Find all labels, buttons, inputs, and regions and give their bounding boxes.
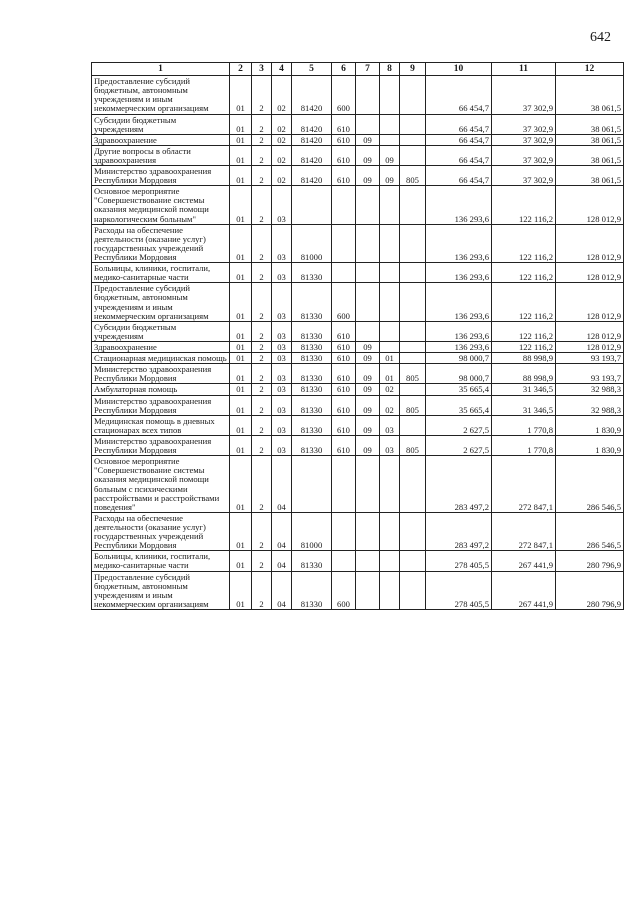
code-cell: 805: [400, 395, 426, 415]
code-cell: 610: [332, 384, 356, 395]
table-row: [92, 364, 624, 384]
amount-cell: 35 665,4: [426, 384, 492, 395]
amount-cell: 66 454,7: [426, 134, 492, 145]
code-cell: 2: [252, 456, 272, 513]
code-cell: [356, 512, 380, 550]
code-cell: [400, 114, 426, 134]
column-header: 3: [252, 63, 272, 76]
code-cell: 81420: [292, 134, 332, 145]
amount-cell: 122 116,2: [492, 263, 556, 283]
code-cell: 805: [400, 166, 426, 186]
row-name-cell: Расходы на обеспечение деятельности (оказание услуг) государственных учреждений Республики Мордовия: [92, 224, 230, 262]
amount-cell: 272 847,1: [492, 512, 556, 550]
code-cell: 2: [252, 224, 272, 262]
amount-cell: 98 000,7: [426, 353, 492, 364]
row-name-cell: Стационарная медицинская помощь: [92, 353, 230, 364]
code-cell: [380, 571, 400, 609]
code-cell: [380, 114, 400, 134]
code-cell: [380, 321, 400, 341]
code-cell: 610: [332, 395, 356, 415]
code-cell: 03: [272, 321, 292, 341]
row-name-cell: Министерство здравоохранения Республики Мордовия: [92, 364, 230, 384]
code-cell: 01: [230, 76, 252, 114]
code-cell: 81330: [292, 342, 332, 353]
code-cell: 01: [230, 571, 252, 609]
code-cell: 09: [380, 145, 400, 165]
code-cell: 600: [332, 76, 356, 114]
code-cell: 09: [356, 415, 380, 435]
code-cell: 610: [332, 321, 356, 341]
code-cell: [400, 145, 426, 165]
table-row: [92, 353, 624, 364]
code-cell: 81330: [292, 283, 332, 321]
code-cell: 81420: [292, 166, 332, 186]
code-cell: 610: [332, 364, 356, 384]
code-cell: 01: [230, 415, 252, 435]
amount-cell: 267 441,9: [492, 571, 556, 609]
code-cell: [356, 114, 380, 134]
code-cell: [380, 186, 400, 224]
column-header: 6: [332, 63, 356, 76]
amount-cell: 278 405,5: [426, 571, 492, 609]
code-cell: 805: [400, 364, 426, 384]
amount-cell: 31 346,5: [492, 395, 556, 415]
code-cell: [356, 283, 380, 321]
code-cell: 03: [272, 353, 292, 364]
row-name-cell: Амбулаторная помощь: [92, 384, 230, 395]
code-cell: [356, 551, 380, 571]
code-cell: 03: [272, 364, 292, 384]
code-cell: 09: [356, 166, 380, 186]
row-name-cell: Основное мероприятие "Совершенствование системы оказания медицинской помощи наркологическим больным": [92, 186, 230, 224]
amount-cell: 37 302,9: [492, 114, 556, 134]
code-cell: 03: [272, 263, 292, 283]
code-cell: 610: [332, 145, 356, 165]
code-cell: [356, 456, 380, 513]
code-cell: 01: [230, 436, 252, 456]
table-row: [92, 186, 624, 224]
table-row: [92, 166, 624, 186]
amount-cell: 128 012,9: [556, 283, 624, 321]
code-cell: 04: [272, 571, 292, 609]
code-cell: 03: [272, 384, 292, 395]
code-cell: 03: [272, 342, 292, 353]
code-cell: 81330: [292, 321, 332, 341]
code-cell: 01: [230, 364, 252, 384]
code-cell: 81330: [292, 415, 332, 435]
code-cell: 600: [332, 283, 356, 321]
code-cell: 04: [272, 456, 292, 513]
code-cell: [356, 76, 380, 114]
code-cell: 09: [356, 436, 380, 456]
amount-cell: 122 116,2: [492, 186, 556, 224]
code-cell: 81330: [292, 353, 332, 364]
amount-cell: 280 796,9: [556, 571, 624, 609]
amount-cell: 31 346,5: [492, 384, 556, 395]
row-name-cell: Больницы, клиники, госпитали, медико-санитарные части: [92, 551, 230, 571]
amount-cell: 128 012,9: [556, 224, 624, 262]
code-cell: 805: [400, 436, 426, 456]
column-header: 8: [380, 63, 400, 76]
code-cell: 04: [272, 512, 292, 550]
code-cell: 610: [332, 114, 356, 134]
table-row: [92, 145, 624, 165]
code-cell: 09: [380, 166, 400, 186]
code-cell: 02: [380, 384, 400, 395]
table-row: [92, 342, 624, 353]
code-cell: [400, 456, 426, 513]
code-cell: [356, 224, 380, 262]
code-cell: 2: [252, 415, 272, 435]
code-cell: 01: [230, 145, 252, 165]
code-cell: 01: [230, 283, 252, 321]
amount-cell: 32 988,3: [556, 384, 624, 395]
row-name-cell: Министерство здравоохранения Республики Мордовия: [92, 436, 230, 456]
code-cell: 01: [380, 353, 400, 364]
code-cell: [332, 263, 356, 283]
amount-cell: 38 061,5: [556, 166, 624, 186]
code-cell: 03: [272, 224, 292, 262]
code-cell: [356, 186, 380, 224]
code-cell: 2: [252, 353, 272, 364]
column-header: 10: [426, 63, 492, 76]
code-cell: [332, 551, 356, 571]
amount-cell: 283 497,2: [426, 512, 492, 550]
amount-cell: 38 061,5: [556, 76, 624, 114]
amount-cell: 267 441,9: [492, 551, 556, 571]
code-cell: [400, 415, 426, 435]
code-cell: 2: [252, 186, 272, 224]
header-row: [92, 63, 624, 76]
table-row: [92, 76, 624, 114]
code-cell: 02: [272, 76, 292, 114]
code-cell: 01: [230, 321, 252, 341]
code-cell: 03: [272, 436, 292, 456]
budget-table: [91, 62, 624, 610]
amount-cell: 122 116,2: [492, 224, 556, 262]
code-cell: [380, 263, 400, 283]
code-cell: [292, 456, 332, 513]
code-cell: 610: [332, 166, 356, 186]
row-name-cell: Расходы на обеспечение деятельности (оказание услуг) государственных учреждений Республики Мордовия: [92, 512, 230, 550]
code-cell: 01: [230, 166, 252, 186]
code-cell: 09: [356, 395, 380, 415]
row-name-cell: Субсидии бюджетным учреждениям: [92, 114, 230, 134]
code-cell: 09: [356, 364, 380, 384]
code-cell: 02: [380, 395, 400, 415]
amount-cell: 122 116,2: [492, 283, 556, 321]
column-header: 4: [272, 63, 292, 76]
code-cell: 610: [332, 353, 356, 364]
code-cell: 2: [252, 571, 272, 609]
code-cell: [332, 512, 356, 550]
code-cell: [380, 512, 400, 550]
row-name-cell: Министерство здравоохранения Республики Мордовия: [92, 395, 230, 415]
code-cell: [332, 186, 356, 224]
code-cell: 2: [252, 263, 272, 283]
code-cell: 04: [272, 551, 292, 571]
code-cell: 09: [356, 353, 380, 364]
code-cell: [380, 224, 400, 262]
amount-cell: 37 302,9: [492, 145, 556, 165]
amount-cell: 286 546,5: [556, 512, 624, 550]
code-cell: 01: [230, 186, 252, 224]
table-row: [92, 551, 624, 571]
code-cell: [400, 76, 426, 114]
amount-cell: 1 830,9: [556, 436, 624, 456]
code-cell: [400, 263, 426, 283]
table-row: [92, 134, 624, 145]
code-cell: [356, 571, 380, 609]
amount-cell: 136 293,6: [426, 321, 492, 341]
code-cell: 03: [272, 395, 292, 415]
row-name-cell: Здравоохранение: [92, 342, 230, 353]
amount-cell: 128 012,9: [556, 263, 624, 283]
amount-cell: 136 293,6: [426, 263, 492, 283]
row-name-cell: Субсидии бюджетным учреждениям: [92, 321, 230, 341]
code-cell: 81330: [292, 571, 332, 609]
amount-cell: 98 000,7: [426, 364, 492, 384]
amount-cell: 1 770,8: [492, 436, 556, 456]
code-cell: 03: [380, 436, 400, 456]
code-cell: 02: [272, 114, 292, 134]
code-cell: 01: [230, 114, 252, 134]
code-cell: 03: [380, 415, 400, 435]
row-name-cell: Другие вопросы в области здравоохранения: [92, 145, 230, 165]
column-header: 2: [230, 63, 252, 76]
table-body: [92, 76, 624, 610]
table-row: [92, 263, 624, 283]
amount-cell: 66 454,7: [426, 166, 492, 186]
code-cell: 02: [272, 134, 292, 145]
code-cell: 09: [356, 342, 380, 353]
code-cell: [400, 571, 426, 609]
column-header: 1: [92, 63, 230, 76]
code-cell: [356, 321, 380, 341]
page-number: 642: [590, 30, 611, 45]
code-cell: [380, 134, 400, 145]
code-cell: [332, 224, 356, 262]
code-cell: 2: [252, 283, 272, 321]
code-cell: 2: [252, 321, 272, 341]
amount-cell: 272 847,1: [492, 456, 556, 513]
amount-cell: 38 061,5: [556, 114, 624, 134]
code-cell: 01: [230, 512, 252, 550]
amount-cell: 136 293,6: [426, 224, 492, 262]
code-cell: 2: [252, 145, 272, 165]
code-cell: [380, 283, 400, 321]
code-cell: 03: [272, 186, 292, 224]
amount-cell: 136 293,6: [426, 283, 492, 321]
code-cell: 01: [230, 224, 252, 262]
amount-cell: 128 012,9: [556, 342, 624, 353]
amount-cell: 136 293,6: [426, 342, 492, 353]
row-name-cell: Предоставление субсидий бюджетным, автономным учреждениям и иным некоммерческим организациям: [92, 283, 230, 321]
amount-cell: 1 830,9: [556, 415, 624, 435]
code-cell: 81000: [292, 224, 332, 262]
code-cell: 02: [272, 166, 292, 186]
code-cell: 610: [332, 436, 356, 456]
amount-cell: 37 302,9: [492, 76, 556, 114]
amount-cell: 38 061,5: [556, 145, 624, 165]
amount-cell: 88 998,9: [492, 353, 556, 364]
code-cell: 81420: [292, 76, 332, 114]
code-cell: 81330: [292, 436, 332, 456]
code-cell: 09: [356, 145, 380, 165]
code-cell: [380, 456, 400, 513]
code-cell: 610: [332, 342, 356, 353]
row-name-cell: Больницы, клиники, госпитали, медико-санитарные части: [92, 263, 230, 283]
table-row: [92, 456, 624, 513]
code-cell: 2: [252, 551, 272, 571]
code-cell: 610: [332, 415, 356, 435]
code-cell: [400, 283, 426, 321]
amount-cell: 37 302,9: [492, 134, 556, 145]
code-cell: [380, 342, 400, 353]
amount-cell: 278 405,5: [426, 551, 492, 571]
code-cell: [292, 186, 332, 224]
column-header: 9: [400, 63, 426, 76]
row-name-cell: Министерство здравоохранения Республики Мордовия: [92, 166, 230, 186]
code-cell: 2: [252, 76, 272, 114]
table-row: [92, 512, 624, 550]
table-row: [92, 395, 624, 415]
code-cell: 81330: [292, 551, 332, 571]
code-cell: 600: [332, 571, 356, 609]
amount-cell: 280 796,9: [556, 551, 624, 571]
row-name-cell: Предоставление субсидий бюджетным, автономным учреждениям и иным некоммерческим организациям: [92, 76, 230, 114]
code-cell: 01: [230, 551, 252, 571]
code-cell: 81330: [292, 395, 332, 415]
amount-cell: 136 293,6: [426, 186, 492, 224]
table-row: [92, 114, 624, 134]
code-cell: 01: [380, 364, 400, 384]
code-cell: 2: [252, 436, 272, 456]
amount-cell: 38 061,5: [556, 134, 624, 145]
code-cell: 09: [356, 134, 380, 145]
code-cell: 03: [272, 283, 292, 321]
code-cell: 2: [252, 342, 272, 353]
amount-cell: 93 193,7: [556, 364, 624, 384]
column-header: 5: [292, 63, 332, 76]
code-cell: 2: [252, 134, 272, 145]
code-cell: 2: [252, 384, 272, 395]
code-cell: 01: [230, 353, 252, 364]
code-cell: 2: [252, 166, 272, 186]
code-cell: [400, 321, 426, 341]
code-cell: [332, 456, 356, 513]
code-cell: [400, 353, 426, 364]
code-cell: 81330: [292, 384, 332, 395]
amount-cell: 35 665,4: [426, 395, 492, 415]
code-cell: 81420: [292, 145, 332, 165]
code-cell: 01: [230, 395, 252, 415]
amount-cell: 122 116,2: [492, 321, 556, 341]
amount-cell: 283 497,2: [426, 456, 492, 513]
amount-cell: 2 627,5: [426, 415, 492, 435]
code-cell: 81000: [292, 512, 332, 550]
amount-cell: 66 454,7: [426, 145, 492, 165]
code-cell: [400, 134, 426, 145]
code-cell: 01: [230, 134, 252, 145]
table-row: [92, 321, 624, 341]
code-cell: [400, 224, 426, 262]
code-cell: 2: [252, 114, 272, 134]
code-cell: [380, 76, 400, 114]
column-header: 12: [556, 63, 624, 76]
code-cell: [400, 342, 426, 353]
amount-cell: 128 012,9: [556, 186, 624, 224]
amount-cell: 2 627,5: [426, 436, 492, 456]
row-name-cell: Здравоохранение: [92, 134, 230, 145]
code-cell: [400, 551, 426, 571]
amount-cell: 32 988,3: [556, 395, 624, 415]
row-name-cell: Предоставление субсидий бюджетным, автономным учреждениям и иным некоммерческим организациям: [92, 571, 230, 609]
code-cell: 2: [252, 364, 272, 384]
code-cell: 2: [252, 512, 272, 550]
amount-cell: 37 302,9: [492, 166, 556, 186]
code-cell: 81330: [292, 263, 332, 283]
code-cell: [400, 186, 426, 224]
code-cell: 81330: [292, 364, 332, 384]
amount-cell: 66 454,7: [426, 114, 492, 134]
row-name-cell: Медицинская помощь в дневных стационарах всех типов: [92, 415, 230, 435]
code-cell: [380, 551, 400, 571]
code-cell: 01: [230, 342, 252, 353]
amount-cell: 66 454,7: [426, 76, 492, 114]
amount-cell: 286 546,5: [556, 456, 624, 513]
code-cell: 01: [230, 456, 252, 513]
table-row: [92, 283, 624, 321]
table-row: [92, 415, 624, 435]
code-cell: 610: [332, 134, 356, 145]
table-row: [92, 224, 624, 262]
column-header: 11: [492, 63, 556, 76]
column-header: 7: [356, 63, 380, 76]
table-row: [92, 384, 624, 395]
amount-cell: 128 012,9: [556, 321, 624, 341]
code-cell: 09: [356, 384, 380, 395]
code-cell: 02: [272, 145, 292, 165]
code-cell: 01: [230, 384, 252, 395]
code-cell: 81420: [292, 114, 332, 134]
amount-cell: 93 193,7: [556, 353, 624, 364]
code-cell: [400, 512, 426, 550]
code-cell: 03: [272, 415, 292, 435]
code-cell: 01: [230, 263, 252, 283]
amount-cell: 122 116,2: [492, 342, 556, 353]
code-cell: [356, 263, 380, 283]
table-row: [92, 571, 624, 609]
code-cell: 2: [252, 395, 272, 415]
row-name-cell: Основное мероприятие "Совершенствование системы оказания медицинской помощи больным с психическими расстройствами и расстройствами поведения": [92, 456, 230, 513]
amount-cell: 88 998,9: [492, 364, 556, 384]
table-row: [92, 436, 624, 456]
amount-cell: 1 770,8: [492, 415, 556, 435]
code-cell: [400, 384, 426, 395]
